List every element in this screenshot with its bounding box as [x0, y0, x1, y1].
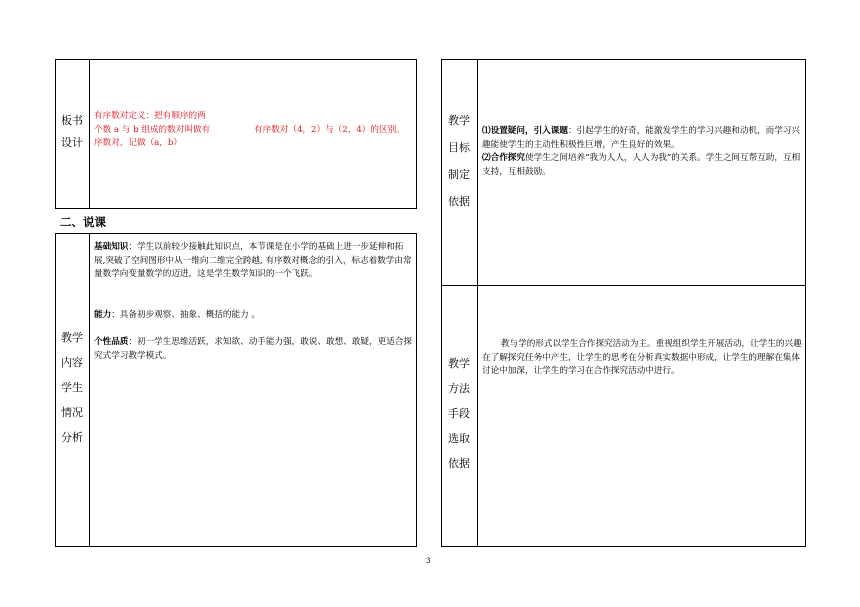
teaching-goal-content: [482, 125, 802, 179]
right-table-divider: [477, 59, 478, 547]
goal-item-questioning: ⑴设置疑问，引入课题：引起学生的好奇，能激发学生的学习兴趣和动机，而学习兴趣能使学生的主动性积极性巨增，产生良好的效果。: [482, 126, 800, 150]
ability-paragraph: 能力：具备初步观察、抽象、概括的能力 。: [94, 309, 261, 320]
page-number: 3: [426, 557, 431, 565]
board-design-content: [94, 110, 416, 151]
right-table-row-divider: [441, 285, 806, 286]
board-definition-line2: 个数 a 与 b 组成的数对叫做有: [94, 124, 211, 135]
teaching-goal-label: 教学 目标 制定 依据: [448, 114, 470, 208]
board-definition-line3: 序数对，记做（a，b）: [94, 138, 182, 148]
ability-title: 能力: [94, 309, 112, 320]
basic-knowledge-paragraph: 基础知识：学生以前较少接触此知识点，本节课是在小学的基础上进一步延伸和拓展,突破了空间图形中从一维向二维完全跨越, 有序数对概念的引入，标志着数学由常量数学向变量数学的迈进，这是学生数学知识的一个飞跃。: [94, 242, 412, 279]
goal-item-cooperation: ⑵合作探究使学生之间培养“我为人人，人人为我”的关系。学生之间互帮互助，互相支持，互相鼓励。: [482, 153, 801, 177]
board-design-label: 板书 设计: [61, 114, 83, 149]
student-analysis-label: 教学 内容 学生 情况 分析: [61, 331, 83, 444]
board-design-divider: [89, 59, 90, 209]
student-analysis-content: [94, 241, 412, 363]
personality-paragraph: 个性品质：初一学生思维活跃，求知欲、动手能力强，敢说、敢想、敢疑，更适合探究式学习教学模式。: [94, 337, 412, 361]
teaching-method-content: 教与学的形式以学生合作探究活动为主。重视组织学生开展活动，让学生的兴趣在了解探究任务中产生，让学生的思考在分析真实数据中形成，让学生的理解在集体讨论中加深，让学生的学习在合作探究活动中进行。: [482, 339, 802, 376]
student-analysis-divider: [89, 233, 90, 547]
basic-knowledge-title: 基础知识: [94, 242, 129, 252]
teaching-method-label: 教学 方法 手段 选取 依据: [448, 357, 470, 470]
board-distinction-note: 有序数对（4，2）与（2，4）的区别。: [254, 124, 405, 135]
section-heading: 二、说课: [60, 215, 106, 229]
board-definition-line1: 有序数对定义：把有顺序的两: [94, 111, 206, 121]
personality-title: 个性品质: [94, 337, 129, 347]
